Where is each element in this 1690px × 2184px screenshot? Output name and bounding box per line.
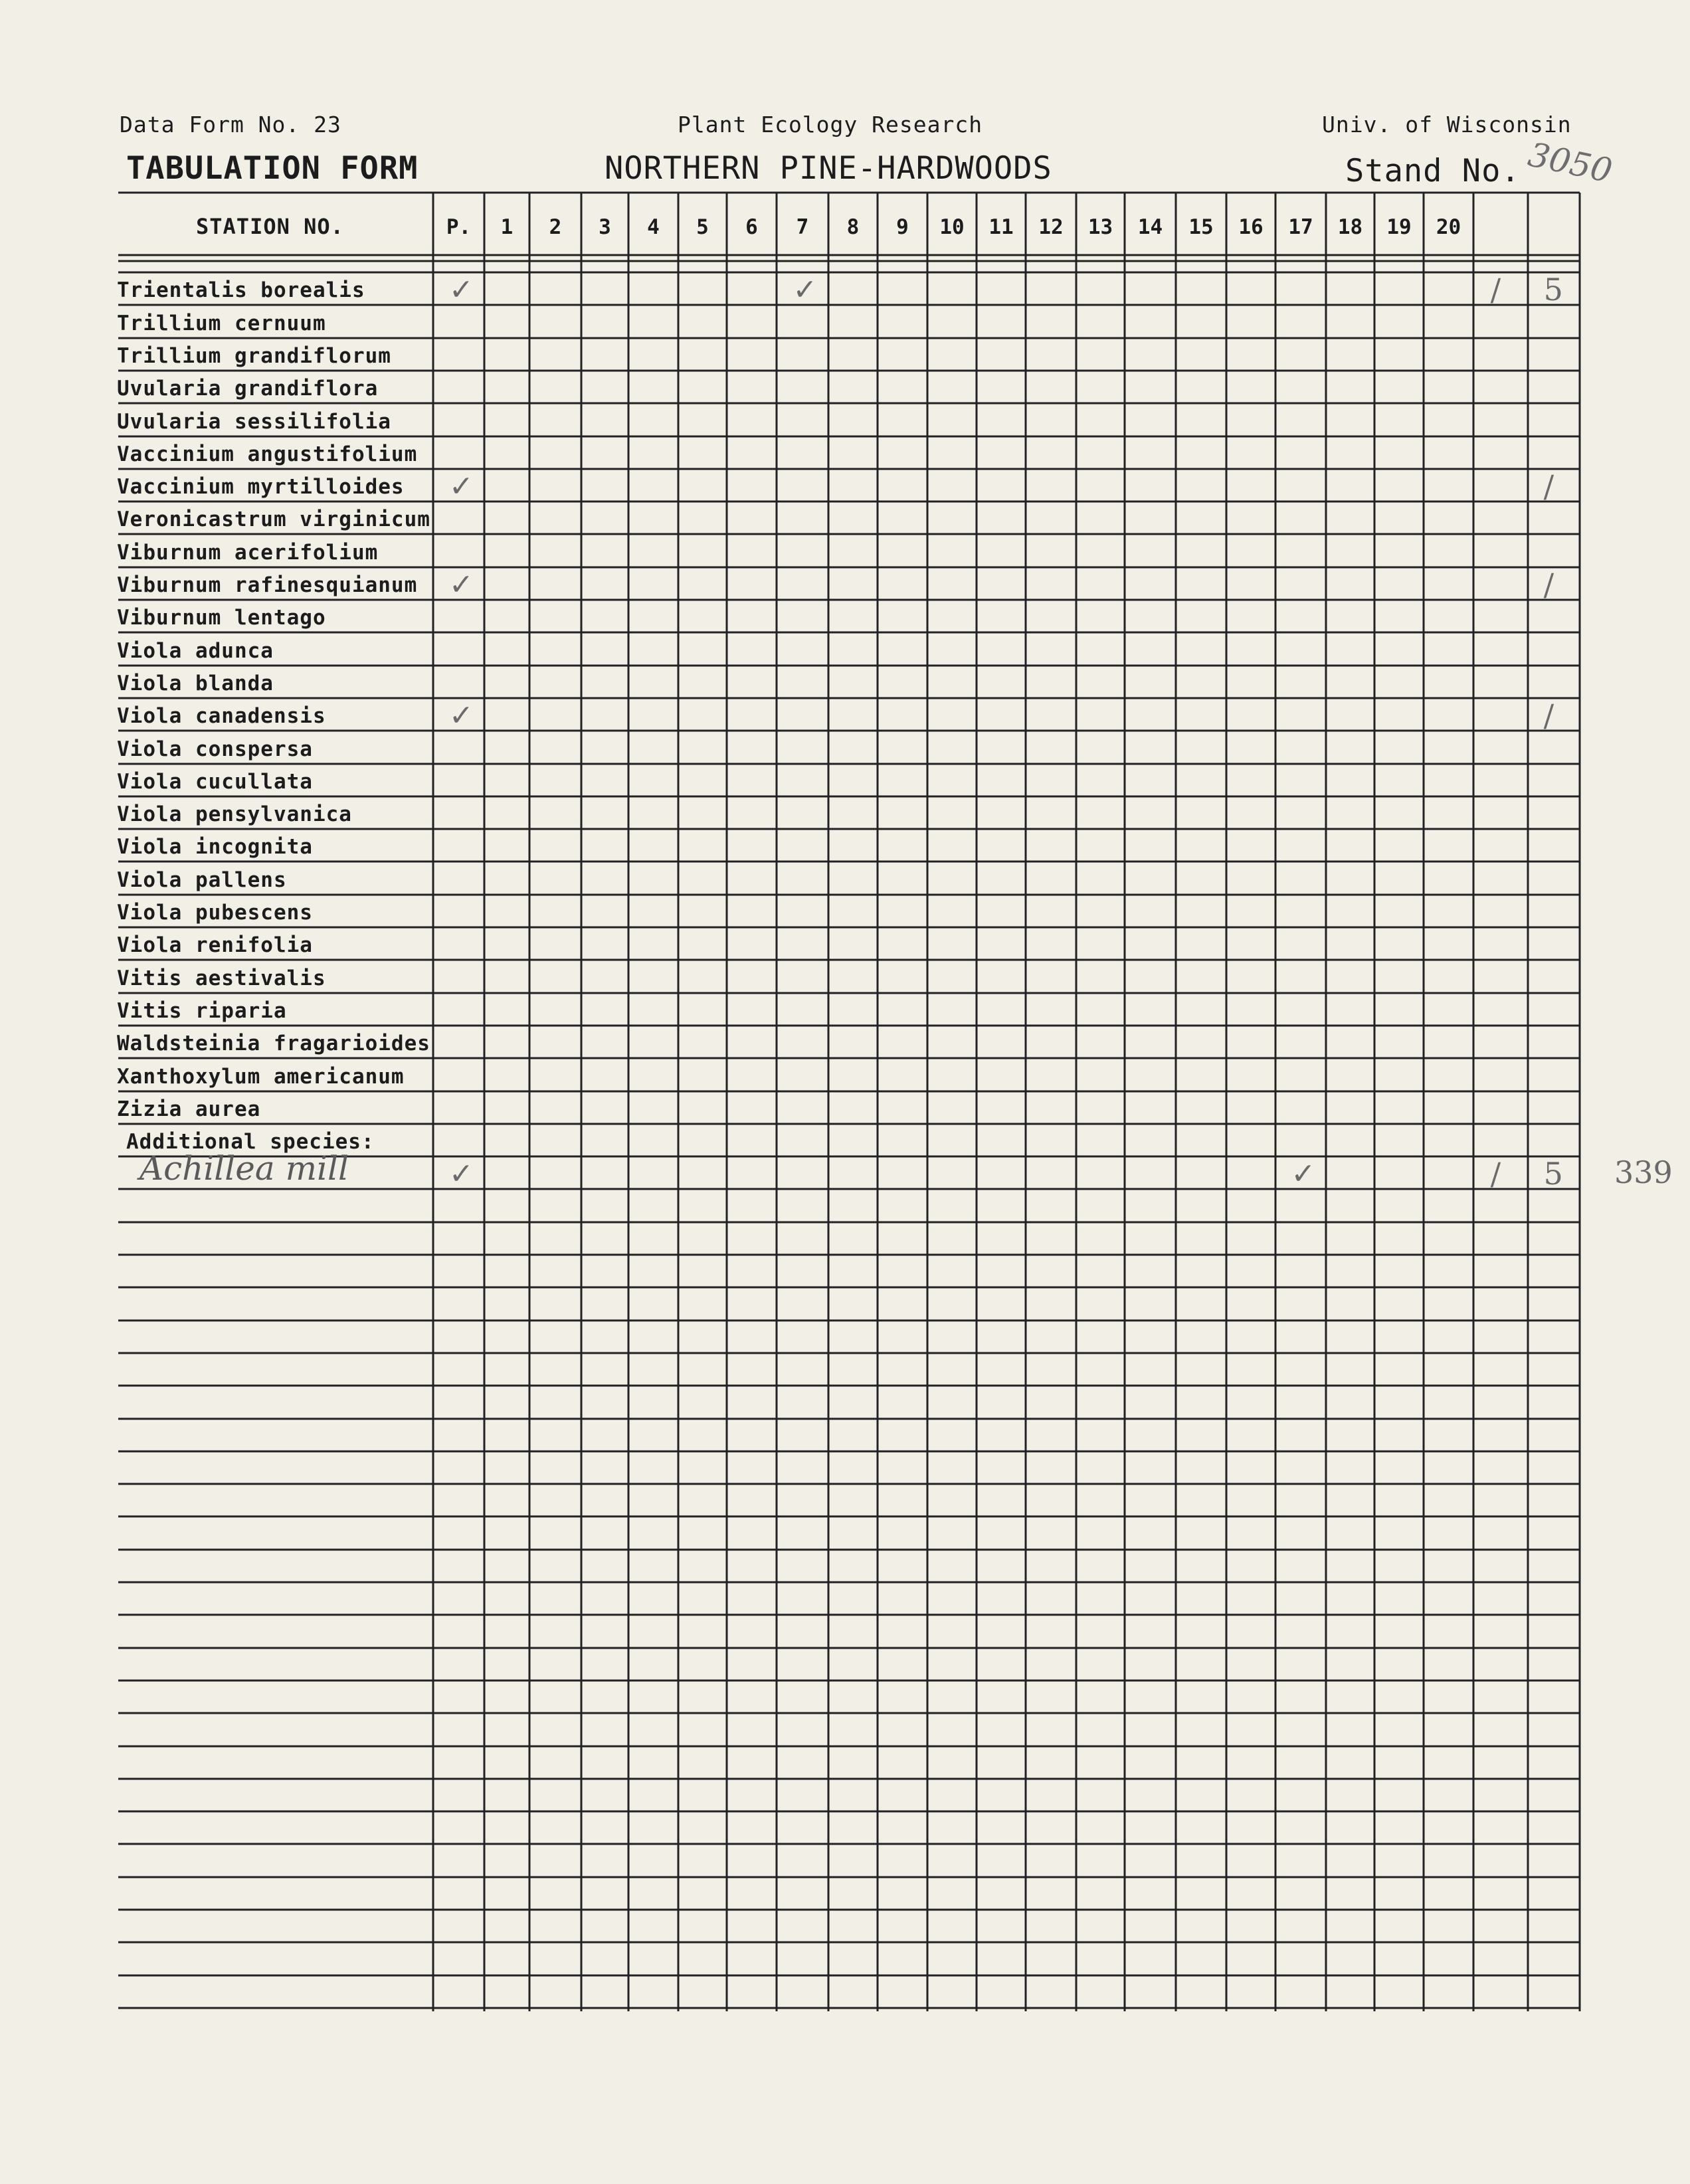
column-header: 13: [1087, 215, 1113, 239]
slash-mark: /: [1543, 697, 1554, 733]
species-name: Viola renifolia: [117, 933, 313, 957]
species-name: Viola pubescens: [117, 901, 313, 925]
form-number: Data Form No. 23: [120, 112, 341, 137]
species-name: Viola pallens: [117, 868, 287, 892]
column-header: 2: [549, 215, 562, 239]
stand-number-label: Stand No.: [1345, 153, 1521, 189]
column-header: 16: [1238, 215, 1264, 239]
slash-mark: /: [1543, 468, 1554, 504]
column-header: 10: [939, 215, 965, 239]
column-header: 7: [796, 215, 809, 239]
species-name: Viola canadensis: [117, 704, 326, 728]
species-name: Trillium cernuum: [117, 312, 326, 335]
column-header: 11: [988, 215, 1014, 239]
species-name: Veronicastrum virginicum: [117, 507, 430, 531]
column-header: 12: [1038, 215, 1064, 239]
species-name: Viburnum lentago: [117, 606, 326, 630]
check-mark: ✓: [448, 1157, 474, 1191]
station-number-label: STATION NO.: [196, 214, 344, 239]
column-header: 5: [696, 215, 709, 239]
species-name: Viola cucullata: [117, 770, 313, 794]
column-header: 19: [1386, 215, 1412, 239]
stand-number-value: 3050: [1525, 135, 1616, 191]
column-header: 15: [1188, 215, 1214, 239]
slash-mark: /: [1543, 567, 1554, 602]
additional-species-entry: Achillea mill: [140, 1149, 349, 1188]
column-header: 14: [1137, 215, 1163, 239]
check-mark: ✓: [448, 273, 474, 307]
check-mark: ✓: [1291, 1157, 1316, 1191]
column-header: 9: [896, 215, 909, 239]
species-name: Vitis riparia: [117, 999, 287, 1023]
university-label: Univ. of Wisconsin: [1322, 112, 1572, 137]
column-header: 18: [1337, 215, 1363, 239]
column-header: 3: [599, 215, 611, 239]
column-header: 20: [1436, 215, 1461, 239]
species-name: Viburnum rafinesquianum: [117, 573, 418, 597]
species-name: Vaccinium myrtilloides: [117, 475, 405, 499]
margin-number: 339: [1614, 1154, 1673, 1190]
species-name: Vaccinium angustifolium: [117, 442, 418, 466]
species-name: Vitis aestivalis: [117, 966, 326, 990]
species-name: Uvularia sessilifolia: [117, 410, 391, 434]
additional-species-label: Additional species:: [126, 1130, 375, 1154]
column-header: 1: [500, 215, 514, 239]
species-name: Viola blanda: [117, 672, 274, 695]
check-mark: ✓: [448, 470, 474, 503]
check-mark: ✓: [448, 699, 474, 733]
species-name: Viburnum acerifolium: [117, 541, 379, 565]
slash-mark: /: [1490, 1156, 1501, 1192]
check-mark: ✓: [448, 568, 474, 602]
column-header: P.: [446, 215, 472, 239]
species-name: Viola pensylvanica: [117, 802, 352, 826]
tally-five: 5: [1543, 1156, 1563, 1192]
species-name: Viola incognita: [117, 835, 313, 859]
species-name: Viola adunca: [117, 639, 274, 663]
species-name: Trientalis borealis: [117, 278, 365, 302]
check-mark: ✓: [793, 273, 818, 307]
column-header: 6: [745, 215, 758, 239]
column-header: 4: [647, 215, 660, 239]
species-name: Waldsteinia fragarioides: [117, 1032, 430, 1055]
slash-mark: /: [1490, 272, 1501, 308]
tally-five: 5: [1543, 272, 1563, 308]
species-name: Zizia aurea: [117, 1097, 261, 1121]
department-label: Plant Ecology Research: [678, 112, 983, 137]
species-name: Viola conspersa: [117, 737, 313, 761]
species-name: Trillium grandiflorum: [117, 344, 391, 368]
species-name: Uvularia grandiflora: [117, 377, 379, 401]
form-title: TABULATION FORM: [126, 150, 419, 187]
column-header: 8: [846, 215, 860, 239]
column-header: 17: [1288, 215, 1313, 239]
community-title: NORTHERN PINE-HARDWOODS: [605, 150, 1052, 187]
species-name: Xanthoxylum americanum: [117, 1065, 405, 1089]
